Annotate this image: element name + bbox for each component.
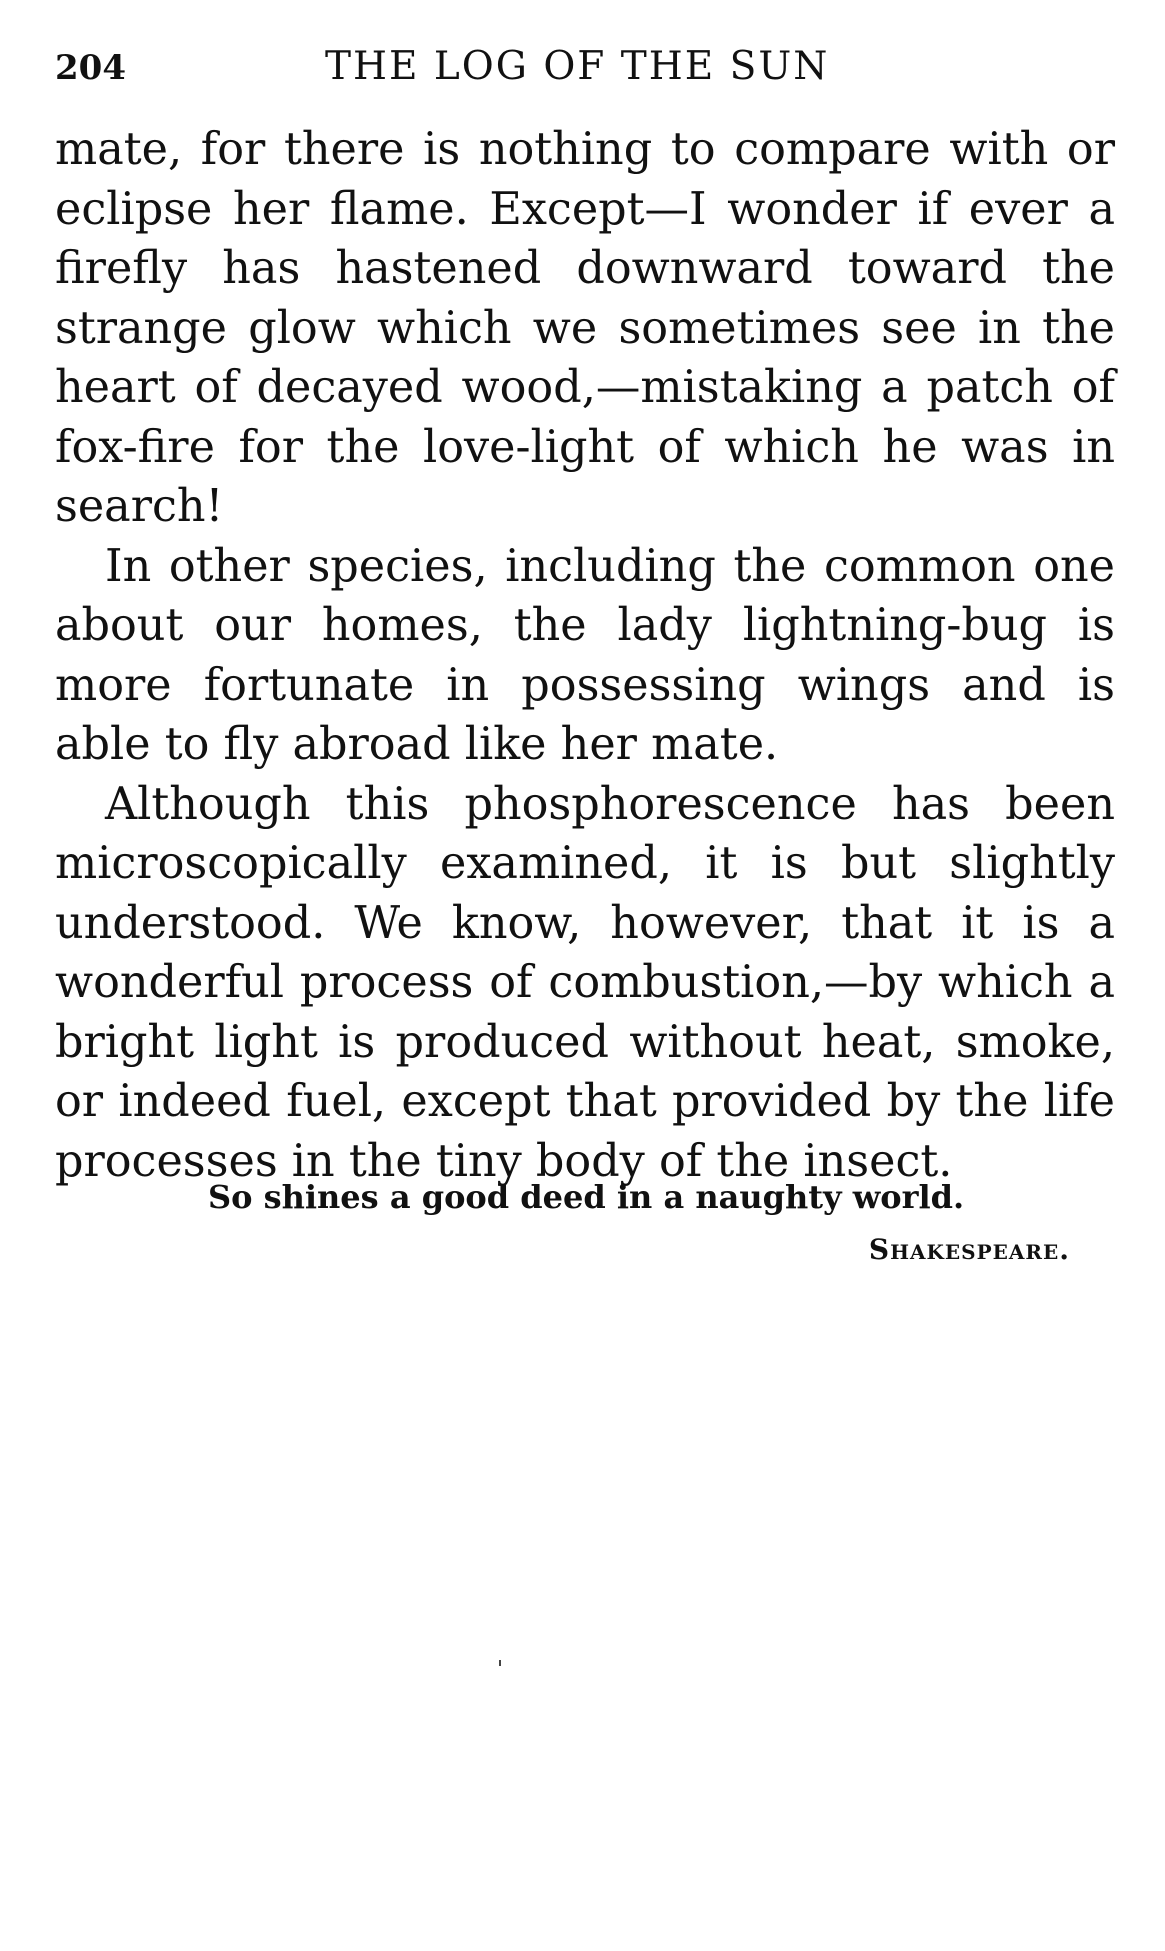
body-text — [55, 120, 1115, 1191]
epigraph-quote: So shines a good deed in a naughty world. — [208, 1178, 965, 1216]
paragraph-continued: mate, for there is nothing to compare with or eclipse her flame. Except—I wonder if ever a firefly has hastened downward toward the strange glow which we sometimes see in the heart of decayed wood,—mistaking a patch of fox-fire for the love-light of which he was in search! — [55, 124, 1115, 532]
epigraph-attribution: Shakespeare. — [868, 1233, 1070, 1266]
page-number: 204 — [55, 48, 126, 88]
page-header — [55, 40, 1115, 100]
print-speck — [499, 1660, 501, 1666]
running-head: THE LOG OF THE SUN — [325, 44, 830, 89]
paragraph-lady-lightning-bug: In other species, including the common one about our homes, the lady lightning-bug is more fortunate in possessing wings and is able to fly abroad like her mate. — [55, 540, 1115, 770]
paragraph-phosphorescence: Although this phosphorescence has been microscopically examined, it is but slightly understood. We know, however, that it is a wonderful process of combustion,—by which a bright light is produced without heat, smoke, or indeed fuel, except that provided by the life processes in the tiny body of the insect. — [55, 778, 1115, 1187]
